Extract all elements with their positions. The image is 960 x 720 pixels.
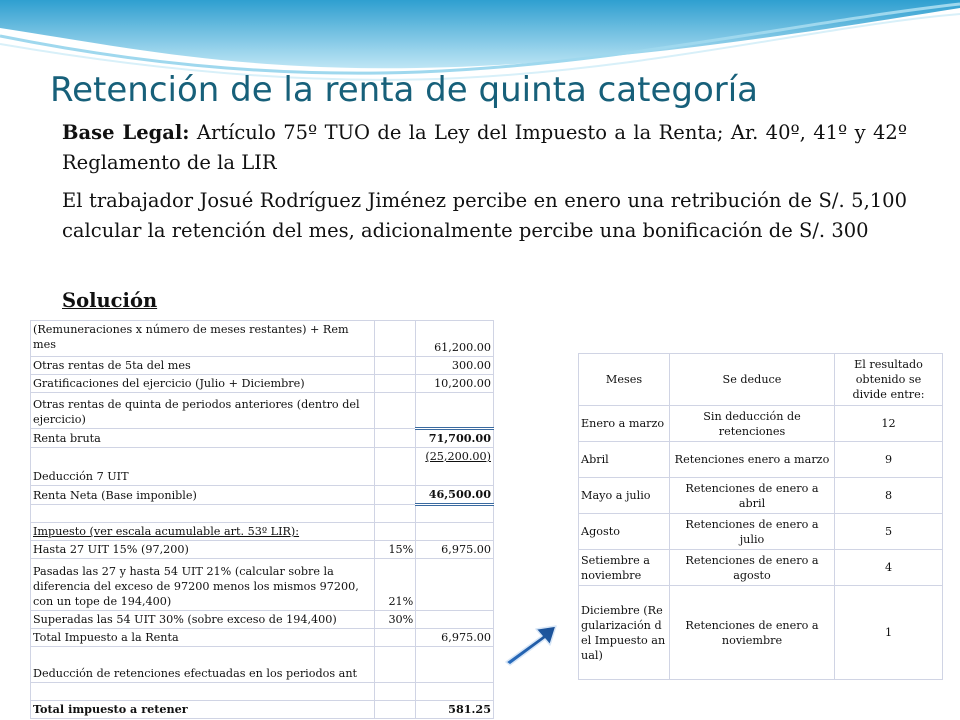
deduct-cell: Retenciones de enero a julio [670,514,835,550]
slide-title: Retención de la renta de quinta categoría [50,70,759,110]
row-label: Total impuesto a retener [31,701,375,719]
solution-heading: Solución [62,289,158,312]
row-label [31,505,375,523]
row-label: Superadas las 54 UIT 30% (sobre exceso de 194,400) [31,611,375,629]
row-rate [374,357,415,375]
row-label: Impuesto (ver escala acumulable art. 53º LIR): [31,523,375,541]
table-row [31,429,494,448]
base-legal-paragraph [62,118,907,178]
table-row [31,611,494,629]
row-amount: 6,975.00 [416,541,494,559]
row-amount [416,523,494,541]
table-row [31,541,494,559]
row-amount [416,611,494,629]
row-rate [374,448,415,486]
months-header-row [579,354,943,406]
table-row [31,486,494,505]
divisor-cell: 5 [835,514,943,550]
table-row [31,393,494,429]
table-row [31,701,494,719]
row-label: Otras rentas de 5ta del mes [31,357,375,375]
row-amount: 46,500.00 [416,486,494,505]
deduct-cell: Retenciones de enero a abril [670,478,835,514]
divisor-cell: 4 [835,550,943,586]
base-legal-text: Artículo 75º TUO de la Ley del Impuesto a la Renta; Ar. 40º, 41º y 42º Reglamento de la LIR [62,121,907,174]
table-row [31,647,494,683]
table-row [579,406,943,442]
row-rate [374,629,415,647]
month-cell: Enero a marzo [579,406,670,442]
deduct-cell: Retenciones enero a marzo [670,442,835,478]
row-amount [416,505,494,523]
row-rate [374,486,415,505]
table-row [31,448,494,486]
table-row [31,523,494,541]
table-row [31,357,494,375]
row-label: Total Impuesto a la Renta [31,629,375,647]
row-label: Pasadas las 27 y hasta 54 UIT 21% (calcular sobre la diferencia del exceso de 97200 menos los mismos 97200, con un tope de 194,400) [31,559,375,611]
base-legal-label: Base Legal: [62,121,190,144]
row-label [31,683,375,701]
row-label: Deducción 7 UIT [31,448,375,486]
row-amount [416,559,494,611]
row-amount: 71,700.00 [416,429,494,448]
row-rate [374,505,415,523]
row-rate: 15% [374,541,415,559]
row-rate [374,375,415,393]
row-rate [374,321,415,357]
months-table [578,353,943,680]
row-amount [416,647,494,683]
divisor-cell: 1 [835,586,943,680]
table-row [31,505,494,523]
table-row [579,478,943,514]
row-amount: 61,200.00 [416,321,494,357]
row-label: Hasta 27 UIT 15% (97,200) [31,541,375,559]
row-label: (Remuneraciones x número de meses restantes) + Rem mes [31,321,375,357]
row-amount: 10,200.00 [416,375,494,393]
row-label: Renta Neta (Base imponible) [31,486,375,505]
row-amount [416,683,494,701]
row-rate [374,523,415,541]
divisor-cell: 12 [835,406,943,442]
table-row [579,442,943,478]
table-row [31,629,494,647]
month-cell: Diciembre (Regularización del Impuesto anual) [579,586,670,680]
row-amount [416,393,494,429]
deduct-cell: Sin deducción de retenciones [670,406,835,442]
problem-paragraph: El trabajador Josué Rodríguez Jiménez percibe en enero una retribución de S/. 5,100 calcular la retención del mes, adicionalmente percibe una bonificación de S/. 300 [62,189,907,242]
header-cell: El resultado obtenido se divide entre: [835,354,943,406]
table-row [31,375,494,393]
row-label: Otras rentas de quinta de periodos anteriores (dentro del ejercicio) [31,393,375,429]
divisor-cell: 9 [835,442,943,478]
row-amount: 6,975.00 [416,629,494,647]
table-row [579,586,943,680]
row-label: Gratificaciones del ejercicio (Julio + Diciembre) [31,375,375,393]
row-rate [374,701,415,719]
table-row [31,321,494,357]
table-row [31,559,494,611]
row-rate: 30% [374,611,415,629]
month-cell: Mayo a julio [579,478,670,514]
row-rate [374,647,415,683]
month-cell: Abril [579,442,670,478]
row-amount: (25,200.00) [416,448,494,486]
row-rate [374,683,415,701]
calculation-table [30,320,494,719]
arrow-up-right-icon [498,622,560,666]
row-label: Renta bruta [31,429,375,448]
table-row [579,514,943,550]
row-label: Deducción de retenciones efectuadas en los periodos ant [31,647,375,683]
header-cell: Se deduce [670,354,835,406]
month-cell: Agosto [579,514,670,550]
month-cell: Setiembre a noviembre [579,550,670,586]
row-amount: 581.25 [416,701,494,719]
divisor-cell: 8 [835,478,943,514]
row-amount: 300.00 [416,357,494,375]
row-rate: 21% [374,559,415,611]
header-cell: Meses [579,354,670,406]
table-row [579,550,943,586]
row-rate [374,429,415,448]
deduct-cell: Retenciones de enero a noviembre [670,586,835,680]
row-rate [374,393,415,429]
deduct-cell: Retenciones de enero a agosto [670,550,835,586]
table-row [31,683,494,701]
